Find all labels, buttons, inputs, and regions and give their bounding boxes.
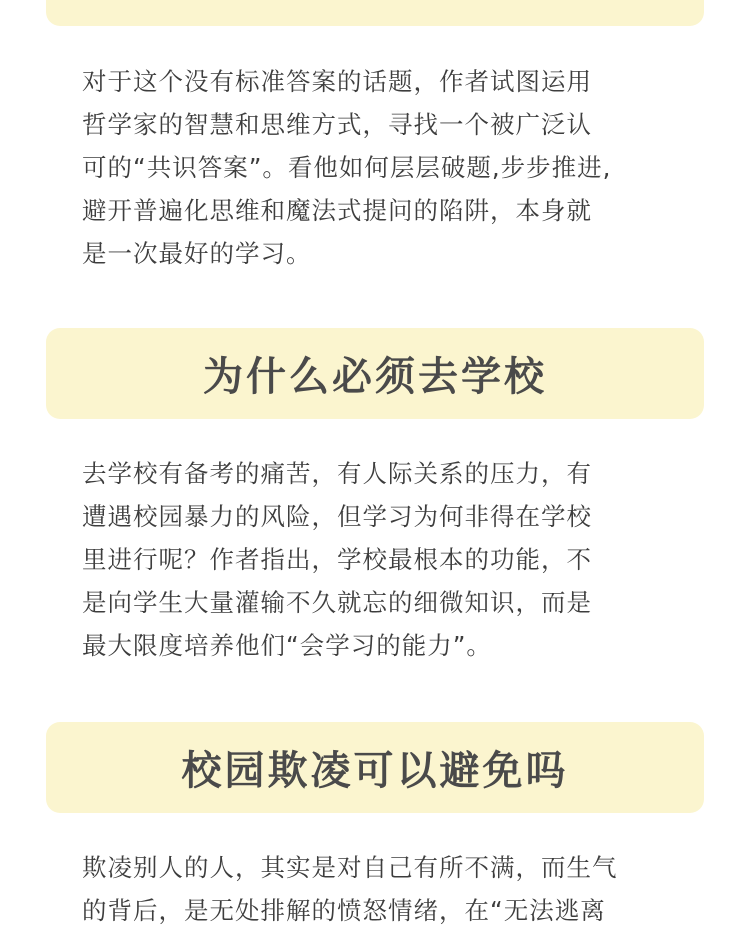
section-heading: 为什么必须去学校 [203, 354, 547, 400]
section-paragraph-bullying [82, 846, 682, 932]
paragraph-line: 的背后，是无处排解的愤怒情绪，在“无法逃离 [82, 896, 606, 925]
paragraph-line: 对于这个没有标准答案的话题，作者试图运用 [82, 67, 592, 96]
paragraph-line: 是一次最好的学习。 [82, 239, 312, 268]
section-heading: 校园欺凌可以避免吗 [181, 748, 569, 794]
paragraph-line: 哲学家的智慧和思维方式，寻找一个被广泛认 [82, 110, 592, 139]
section-heading-banner-why-school [46, 328, 704, 419]
paragraph-line: 可的“共识答案”。看他如何层层破题,步步推进, [82, 153, 612, 182]
paragraph-line: 欺凌别人的人，其实是对自己有所不满，而生气 [82, 853, 618, 882]
section-heading-banner-bullying [46, 722, 704, 813]
section-paragraph-intro [82, 60, 682, 275]
paragraph-line: 里进行呢？作者指出，学校最根本的功能，不 [82, 545, 592, 574]
section-paragraph-why-school [82, 452, 682, 667]
paragraph-line: 去学校有备考的痛苦，有人际关系的压力，有 [82, 459, 592, 488]
section-heading-banner-top [46, 0, 704, 26]
paragraph-line: 避开普遍化思维和魔法式提问的陷阱，本身就 [82, 196, 592, 225]
paragraph-line: 是向学生大量灌输不久就忘的细微知识，而是 [82, 588, 592, 617]
paragraph-line: 最大限度培养他们“会学习的能力”。 [82, 631, 492, 660]
paragraph-line: 遭遇校园暴力的风险，但学习为何非得在学校 [82, 502, 592, 531]
